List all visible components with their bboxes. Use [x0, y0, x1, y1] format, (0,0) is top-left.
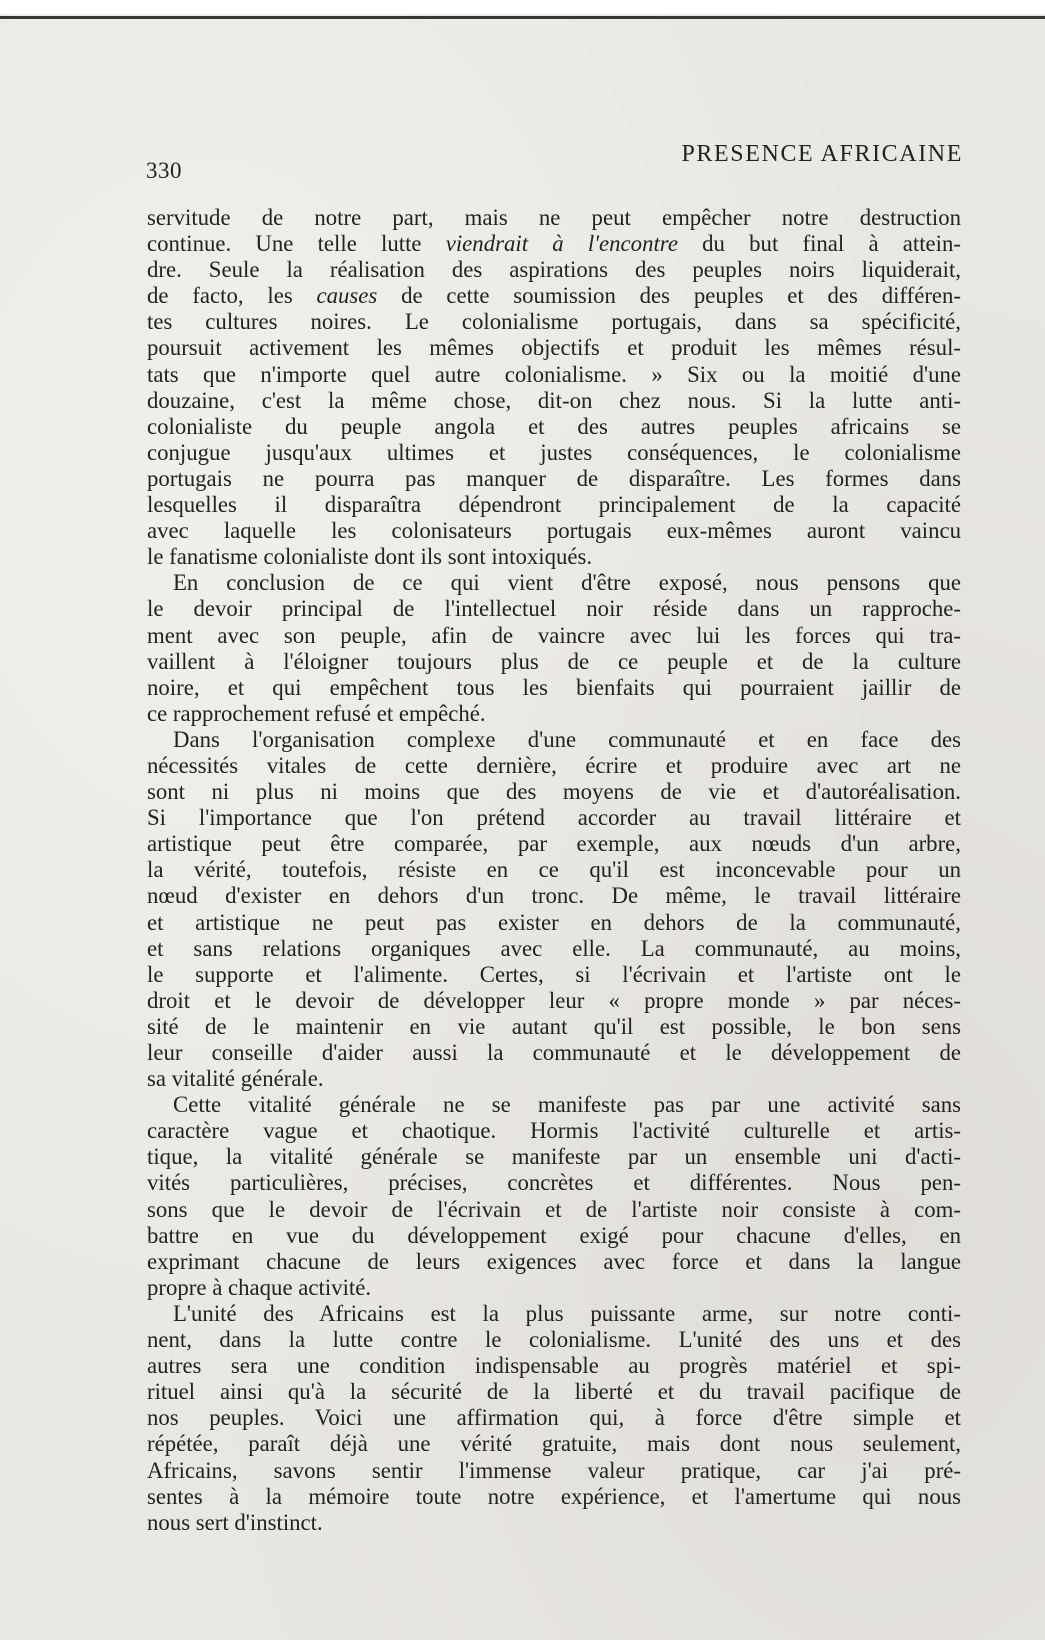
- text-line: leur conseille d'aider aussi la communauté et le développement de: [147, 1040, 961, 1065]
- text-line: ce rapprochement refusé et empêché.: [147, 700, 486, 726]
- text-line: la vérité, toutefois, résiste en ce qu'il est inconcevable pour un: [147, 857, 961, 883]
- text-line: douzaine, c'est la même chose, dit-on chez nous. Si la lutte anti-: [147, 387, 961, 413]
- text-line: dre. Seule la réalisation des aspirations des peuples noirs liquiderait,: [147, 257, 961, 283]
- text-run: continue. Une telle lutte: [147, 231, 422, 257]
- text-run: de facto, les: [147, 283, 293, 309]
- text-line: avec laquelle les colonisateurs portugais eux-mêmes auront vaincu: [147, 518, 961, 544]
- text-line: nécessités vitales de cette dernière, écrire et produire avec art ne: [147, 752, 961, 778]
- page-top-rule: [0, 16, 1045, 19]
- text-line: tes cultures noires. Le colonialisme portugais, dans sa spécificité,: [147, 309, 961, 335]
- text-line: répétée, paraît déjà une vérité gratuite, mais dont nous seulement,: [147, 1431, 961, 1457]
- italic-text: viendrait à l'encontre: [445, 231, 678, 257]
- text-line: artistique peut être comparée, par exemple, aux nœuds d'un arbre,: [147, 831, 961, 857]
- text-line: autres sera une condition indispensable au progrès matériel et spi-: [147, 1353, 961, 1379]
- text-line: nous sert d'instinct.: [147, 1509, 323, 1535]
- text-line: sité de le maintenir en vie autant qu'il est possible, le bon sens: [147, 1013, 961, 1039]
- text-line: noire, et qui empêchent tous les bienfaits qui pourraient jaillir de: [147, 674, 961, 700]
- text-line: rituel ainsi qu'à la sécurité de la liberté et du travail pacifique de: [147, 1379, 961, 1405]
- text-line: lesquelles il disparaîtra dépendront principalement de la capacité: [147, 492, 961, 518]
- text-line: et sans relations organiques avec elle. La communauté, au moins,: [147, 935, 961, 961]
- page-top-edge: [0, 0, 1045, 14]
- text-line: conjugue jusqu'aux ultimes et justes conséquences, le colonialisme: [147, 439, 961, 465]
- paragraph-first-line: Dans l'organisation complexe d'une communauté et en face des: [173, 726, 961, 752]
- text-line: nent, dans la lutte contre le colonialisme. L'unité des uns et des: [147, 1327, 961, 1353]
- page-number: 330: [146, 158, 182, 183]
- text-line: sentes à la mémoire toute notre expérience, et l'amertume qui nous: [147, 1483, 961, 1509]
- paragraph-first-line: L'unité des Africains est la plus puissante arme, sur notre conti-: [173, 1300, 961, 1326]
- text-line: tique, la vitalité générale se manifeste par un ensemble uni d'acti-: [147, 1144, 961, 1170]
- text-line: vaillent à l'éloigner toujours plus de ce peuple et de la culture: [147, 648, 961, 674]
- text-line: battre en vue du développement exigé pour chacune d'elles, en: [147, 1222, 961, 1248]
- text-line: le fanatisme colonialiste dont ils sont intoxiqués.: [147, 544, 593, 570]
- text-line: droit et le devoir de développer leur « propre monde » par néces-: [147, 987, 961, 1013]
- text-run: de cette soumission des peuples et des différen-: [401, 283, 962, 309]
- text-line: ment avec son peuple, afin de vaincre avec lui les forces qui tra-: [147, 622, 961, 648]
- paragraph-first-line: En conclusion de ce qui vient d'être exposé, nous pensons que: [173, 570, 961, 596]
- text-line: poursuit activement les mêmes objectifs et produit les mêmes résul-: [147, 335, 961, 361]
- text-line: [147, 283, 961, 309]
- running-head: PRESENCE AFRICAINE: [681, 141, 963, 167]
- text-line: [147, 231, 961, 257]
- text-line: sons que le devoir de l'écrivain et de l'artiste noir consiste à com-: [147, 1196, 961, 1222]
- body-text: [147, 205, 961, 1536]
- text-line: colonialiste du peuple angola et des autres peuples africains se: [147, 413, 961, 439]
- text-line: sont ni plus ni moins que des moyens de vie et d'autoréalisation.: [147, 779, 961, 805]
- paragraph-first-line: Cette vitalité générale ne se manifeste pas par une activité sans: [173, 1092, 961, 1118]
- text-line: servitude de notre part, mais ne peut empêcher notre destruction: [147, 205, 961, 230]
- text-line: portugais ne pourra pas manquer de disparaître. Les formes dans: [147, 465, 961, 491]
- text-line: et artistique ne peut pas exister en dehors de la communauté,: [147, 909, 961, 935]
- text-line: le devoir principal de l'intellectuel noir réside dans un rapproche-: [147, 596, 961, 622]
- text-line: vités particulières, précises, concrètes et différentes. Nous pen-: [147, 1170, 961, 1196]
- italic-text: causes: [316, 283, 378, 309]
- text-line: Africains, savons sentir l'immense valeur pratique, car j'ai pré-: [147, 1457, 961, 1483]
- text-line: tats que n'importe quel autre colonialisme. » Six ou la moitié d'une: [147, 361, 961, 387]
- text-run: du but final à attein-: [702, 231, 961, 257]
- text-line: nœud d'exister en dehors d'un tronc. De même, le travail littéraire: [147, 883, 961, 909]
- text-line: propre à chaque activité.: [147, 1274, 372, 1300]
- text-line: le supporte et l'alimente. Certes, si l'écrivain et l'artiste ont le: [147, 961, 961, 987]
- text-line: sa vitalité générale.: [147, 1066, 324, 1092]
- text-line: Si l'importance que l'on prétend accorder au travail littéraire et: [147, 805, 961, 831]
- text-line: exprimant chacune de leurs exigences avec force et dans la langue: [147, 1248, 961, 1274]
- text-line: caractère vague et chaotique. Hormis l'activité culturelle et artis-: [147, 1118, 961, 1144]
- text-line: nos peuples. Voici une affirmation qui, à force d'être simple et: [147, 1405, 961, 1431]
